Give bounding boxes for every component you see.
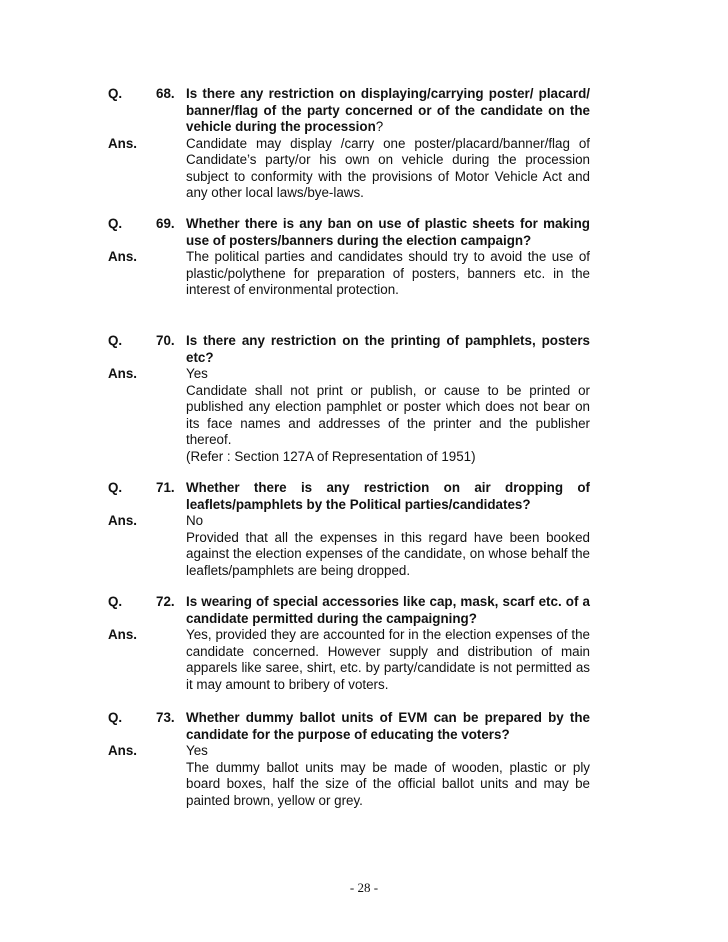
qa-item-73 — [108, 710, 590, 809]
answer-label: Ans. — [108, 627, 138, 642]
answer-row — [108, 513, 590, 579]
question-text: Whether dummy ballot units of EVM can be prepared by the candidate for the purpose of educating the voters? — [186, 710, 590, 742]
answer-label: Ans. — [108, 743, 138, 758]
question-number: 69. — [156, 216, 175, 231]
answer-text: Candidate may display /carry one poster/placard/banner/flag of Candidate’s party/or his own on vehicle during the procession subject to conformity with the provisions of Motor Vehicle Act and any other local laws/bye-laws. — [186, 135, 590, 200]
qa-item-71 — [108, 480, 590, 579]
question-number: 68. — [156, 86, 175, 101]
qa-item-69 — [108, 216, 590, 299]
answer-text: Yes, provided they are accounted for in the election expenses of the candidate concerned. However supply and distribution of main apparels like saree, shirt, etc. by party/candidate is not permitted as it may amount to bribery of voters. — [186, 627, 590, 692]
answer-row — [108, 627, 590, 693]
answer-text: The political parties and candidates should try to avoid the use of plastic/polythene for preparation of posters, banners etc. in the interest of environmental protection. — [186, 249, 590, 297]
question-number: 70. — [156, 333, 175, 348]
question-number: 72. — [156, 594, 175, 609]
question-label: Q. — [108, 86, 123, 101]
question-label: Q. — [108, 480, 123, 495]
answer-row — [108, 249, 590, 299]
answer-text: Yes Candidate shall not print or publish, or cause to be printed or published any election pamphlet or poster which does not bear on its face names and addresses of the printer and the publisher thereof. (Refer : Section 127A of Representation of 1951) — [186, 366, 590, 464]
answer-label: Ans. — [108, 513, 138, 528]
question-label: Q. — [108, 216, 123, 231]
qa-item-72 — [108, 594, 590, 693]
answer-row — [108, 366, 590, 465]
question-label: Q. — [108, 333, 123, 348]
question-row — [108, 594, 590, 627]
question-text: Whether there is any ban on use of plastic sheets for making use of posters/banners during the election campaign? — [186, 216, 590, 248]
answer-label: Ans. — [108, 135, 138, 151]
answer-short: Yes — [186, 743, 208, 758]
question-row — [108, 333, 590, 366]
question-row — [108, 710, 590, 743]
answer-label: Ans. — [108, 366, 138, 381]
answer-short: Yes — [186, 366, 208, 381]
question-label: Q. — [108, 594, 123, 609]
qa-item-70 — [108, 333, 590, 465]
answer-row — [108, 743, 590, 809]
qa-item-68 — [108, 86, 590, 202]
answer-text: No Provided that all the expenses in this regard have been booked against the election expenses of the candidate, on whose behalf the leaflets/pamphlets are being dropped. — [186, 513, 590, 578]
question-row — [108, 86, 590, 136]
section-reference: (Refer : Section 127A of Representation of 1951) — [186, 448, 476, 464]
question-number: 73. — [156, 710, 175, 725]
question-label: Q. — [108, 710, 123, 725]
question-text: Is wearing of special accessories like cap, mask, scarf etc. of a candidate permitted during the campaigning? — [186, 594, 590, 626]
page-number: - 28 - — [349, 880, 379, 895]
question-text: Is there any restriction on the printing of pamphlets, posters etc? — [186, 333, 590, 365]
question-row — [108, 480, 590, 513]
question-text: Is there any restriction on displaying/carrying poster/ placard/ banner/flag of the party concerned or of the candidate on the vehicle during the procession? — [186, 86, 590, 134]
answer-text: Yes The dummy ballot units may be made of wooden, plastic or ply board boxes, half the size of the official ballot units and may be painted brown, yellow or grey. — [186, 743, 590, 808]
question-text: Whether there is any restriction on air dropping of leaflets/pamphlets by the Political parties/candidates? — [186, 480, 590, 512]
answer-short: No — [186, 513, 204, 528]
question-row — [108, 216, 590, 249]
question-number: 71. — [156, 480, 175, 495]
answer-label: Ans. — [108, 249, 138, 264]
answer-row — [108, 136, 590, 202]
